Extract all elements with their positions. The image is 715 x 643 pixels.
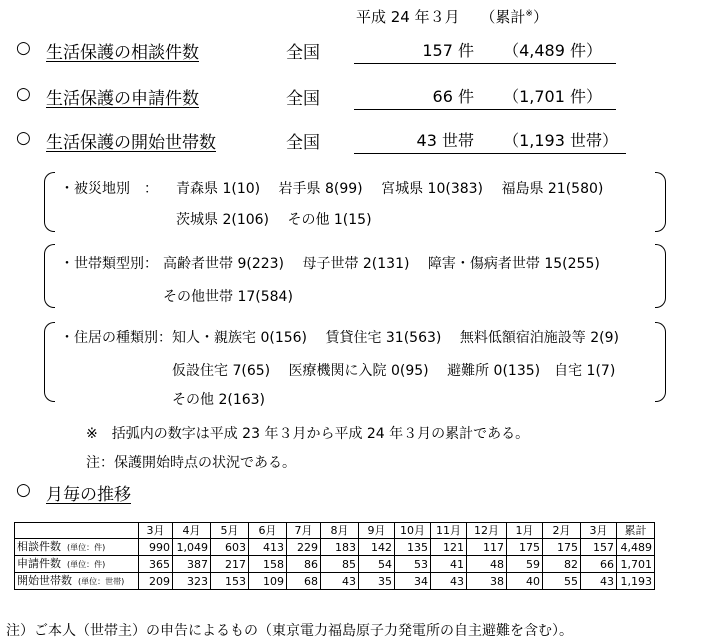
- table-header: 4月: [173, 523, 211, 539]
- table-row: [15, 573, 655, 590]
- household-label: ・世帯類型別：: [60, 256, 158, 272]
- summary-value-box: [354, 128, 626, 154]
- table-cell: 603: [211, 539, 249, 556]
- summary-cumulative: （4,489 件）: [503, 41, 602, 60]
- row-unit: (単位：件): [67, 543, 106, 552]
- bracket-left: [44, 172, 55, 232]
- household-line1: 高齢者世帯 9(223) 母子世帯 2(131) 障害・傷病者世帯 15(255): [163, 256, 600, 272]
- housing-line2: 仮設住宅 7(65) 医療機関に入院 0(95) 避難所 0(135) 自宅 1(7): [172, 363, 616, 379]
- housing-label: ・住居の種類別：: [60, 330, 172, 346]
- table-cell: 153: [211, 573, 249, 590]
- bracket-right: [655, 244, 666, 308]
- table-cell: 1,701: [617, 556, 655, 573]
- bracket-left: [44, 322, 55, 402]
- table-cell: 41: [431, 556, 467, 573]
- housing-line3: その他 2(163): [172, 392, 266, 408]
- summary-cumulative: （1,701 件）: [503, 87, 602, 106]
- table-cell: 157: [581, 539, 617, 556]
- row-unit: (単位：世帯): [78, 577, 125, 586]
- table-cell: 217: [211, 556, 249, 573]
- summary-row-consultations: [16, 36, 706, 64]
- table-header: 1月: [507, 523, 543, 539]
- cumulative-close: ）: [532, 8, 548, 26]
- table-cell: 48: [467, 556, 507, 573]
- table-cell: 54: [359, 556, 395, 573]
- table-cell: 183: [321, 539, 359, 556]
- summary-scope: 全国: [286, 89, 320, 109]
- summary-scope: 全国: [286, 43, 320, 63]
- table-cell: 4,489: [617, 539, 655, 556]
- summary-cumulative: （1,193 世帯）: [503, 131, 618, 150]
- table-cell: 175: [543, 539, 581, 556]
- table-header: 3月: [139, 523, 173, 539]
- table-cell: 66: [581, 556, 617, 573]
- table-cell: 43: [431, 573, 467, 590]
- table-cell: 142: [359, 539, 395, 556]
- table-cell: 121: [431, 539, 467, 556]
- note-brackets: ※ 括弧内の数字は平成 23 年３月から平成 24 年３月の累計である。: [86, 426, 530, 442]
- monthly-table: [14, 522, 655, 590]
- summary-value: 66 件: [432, 87, 474, 106]
- table-cell: 1,049: [173, 539, 211, 556]
- table-header: 12月: [467, 523, 507, 539]
- row-label: [15, 556, 139, 573]
- table-cell: 135: [395, 539, 431, 556]
- table-cell: 990: [139, 539, 173, 556]
- bullet-circle: ○: [16, 480, 31, 500]
- row-label-text: 開始世帯数: [17, 574, 72, 587]
- table-cell: 34: [395, 573, 431, 590]
- table-cell: 117: [467, 539, 507, 556]
- table-header: 累計: [617, 523, 655, 539]
- table-cell: 82: [543, 556, 581, 573]
- table-cell: 55: [543, 573, 581, 590]
- table-header: 9月: [359, 523, 395, 539]
- table-header: 6月: [249, 523, 287, 539]
- summary-title: 生活保護の申請件数: [46, 89, 199, 109]
- table-cell: 387: [173, 556, 211, 573]
- row-label-text: 相談件数: [17, 540, 61, 553]
- table-cell: 43: [321, 573, 359, 590]
- table-cell: 86: [287, 556, 321, 573]
- table-cell: 53: [395, 556, 431, 573]
- table-cell: 109: [249, 573, 287, 590]
- summary-value: 157 件: [422, 41, 474, 60]
- summary-row-households: [16, 126, 706, 154]
- row-label: [15, 539, 139, 556]
- table-cell: 175: [507, 539, 543, 556]
- table-cell: 43: [581, 573, 617, 590]
- table-cell: 68: [287, 573, 321, 590]
- summary-row-applications: [16, 82, 706, 110]
- summary-title: 生活保護の相談件数: [46, 43, 199, 63]
- disaster-label: ・被災地別 ：: [60, 181, 158, 197]
- table-cell: 158: [249, 556, 287, 573]
- row-label-text: 申請件数: [17, 557, 61, 570]
- table-cell: 40: [507, 573, 543, 590]
- table-cell: 365: [139, 556, 173, 573]
- housing-line1: 知人・親族宅 0(156) 賃貸住宅 31(563) 無料低額宿泊施設等 2(9): [172, 330, 620, 346]
- table-cell: 35: [359, 573, 395, 590]
- bracket-left: [44, 244, 55, 308]
- household-line2: その他世帯 17(584): [163, 289, 293, 305]
- summary-value-box: [354, 38, 616, 64]
- footer-note: 注）ご本人（世帯主）の申告によるもの（東京電力福島原子力発電所の自主避難を含む）。: [6, 623, 573, 639]
- table-header: 2月: [543, 523, 581, 539]
- row-unit: (単位：件): [67, 560, 106, 569]
- table-cell: 323: [173, 573, 211, 590]
- table-header: 11月: [431, 523, 467, 539]
- summary-scope: 全国: [286, 133, 320, 153]
- table-cell: 85: [321, 556, 359, 573]
- disaster-line2: 茨城県 2(106) その他 1(15): [176, 212, 372, 228]
- disaster-line1: 青森県 1(10) 岩手県 8(99) 宮城県 10(383) 福島県 21(580): [176, 181, 604, 197]
- summary-title: 生活保護の開始世帯数: [46, 133, 216, 153]
- table-corner: [15, 523, 139, 539]
- cumulative-label: （累計: [480, 8, 526, 26]
- bracket-right: [655, 322, 666, 402]
- table-header: 8月: [321, 523, 359, 539]
- table-header: 10月: [395, 523, 431, 539]
- summary-value: 43 世帯: [416, 131, 474, 150]
- table-cell: 413: [249, 539, 287, 556]
- table-cell: 1,193: [617, 573, 655, 590]
- report-header: [356, 6, 548, 27]
- monthly-heading: [16, 480, 316, 506]
- cumulative-mark: ※: [525, 9, 533, 19]
- table-cell: 38: [467, 573, 507, 590]
- table-row: [15, 556, 655, 573]
- table-header: 5月: [211, 523, 249, 539]
- bullet-circle: ○: [16, 84, 31, 104]
- note-timing: 注：保護開始時点の状況である。: [86, 455, 296, 471]
- table-row: [15, 539, 655, 556]
- monthly-title: 月毎の推移: [46, 485, 131, 505]
- report-period: 平成 24 年３月: [356, 8, 460, 26]
- bracket-right: [655, 172, 666, 232]
- table-cell: 59: [507, 556, 543, 573]
- summary-value-box: [354, 84, 616, 110]
- row-label: [15, 573, 139, 590]
- table-cell: 209: [139, 573, 173, 590]
- table-header: 7月: [287, 523, 321, 539]
- table-header-row: [15, 523, 655, 539]
- table-cell: 229: [287, 539, 321, 556]
- table-header: 3月: [581, 523, 617, 539]
- bullet-circle: ○: [16, 128, 31, 148]
- bullet-circle: ○: [16, 38, 31, 58]
